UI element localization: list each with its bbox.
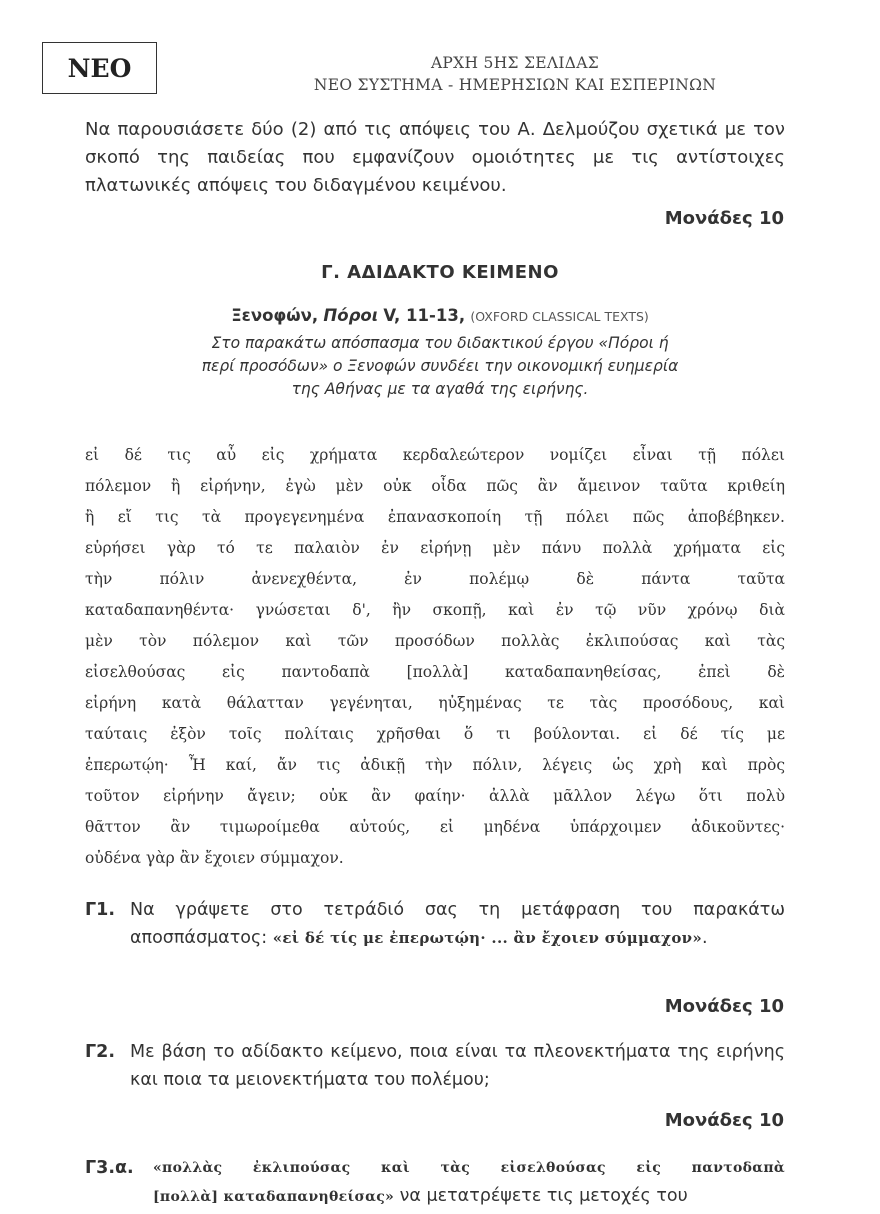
section-title: Γ. ΑΔΙΔΑΚΤΟ ΚΕΙΜΕΝΟ	[321, 262, 559, 283]
greek-line: ταύταις ἐξὸν τοῖς πολίταις χρῆσθαι ὅ τι βούλονται. εἰ δέ τίς με	[85, 725, 785, 743]
page-header	[300, 52, 730, 96]
question-label: Γ2.	[85, 1042, 115, 1062]
header-system: ΝΕΟ ΣΥΣΤΗΜΑ - ΗΜΕΡΗΣΙΩΝ ΚΑΙ ΕΣΠΕΡΙΝΩΝ	[313, 76, 717, 94]
greek-line: τοῦτον εἰρήνην ἄγειν; οὐκ ἂν φαίην· ἀλλὰ μᾶλλον λέγω ὅτι πολὺ	[85, 787, 785, 805]
intro-line: περί προσόδων» ο Ξενοφών συνδέει την οικονομική ευημερία	[201, 357, 679, 375]
intro-line: της Αθήνας με τα αγαθά της ειρήνης.	[291, 380, 589, 398]
neo-system-label: ΝΕΟ	[42, 42, 157, 94]
greek-line: τὴν πόλιν ἀνενεχθέντα, ἐν πολέμῳ δὲ πάντα ταῦτα	[85, 570, 785, 588]
source-edition: (OXFORD CLASSICAL TEXTS)	[470, 309, 649, 324]
source-work: Πόροι	[323, 306, 379, 325]
question-g3a	[85, 1154, 785, 1211]
greek-line: πόλεμον ἢ εἰρήνην, ἐγὼ μὲν οὐκ οἶδα πῶς ἂν ἄμεινον ταῦτα κριθείη	[85, 477, 785, 495]
source-author: Ξενοφών,	[231, 306, 319, 325]
header-page-start: ΑΡΧΗ 5ΗΣ ΣΕΛΙΔΑΣ	[430, 54, 600, 72]
question-quote: «πολλὰς ἐκλιπούσας καὶ τὰς εἰσελθούσας εἰς παντοδαπὰ	[153, 1160, 785, 1176]
question-text: να μετατρέψετε τις μετοχές του	[394, 1186, 688, 1206]
greek-line: ἐπερωτῴη· Ἦ καί, ἄν τις ἀδικῇ τὴν πόλιν, λέγεις ὡς χρὴ καὶ πρὸς	[85, 756, 785, 774]
greek-line: εἰ δέ τις αὖ εἰς χρήματα κερδαλεώτερον νομίζει εἶναι τῇ πόλει	[85, 446, 785, 464]
units-label: Μονάδες 10	[664, 996, 784, 1017]
question-label: Γ3.α.	[85, 1158, 134, 1178]
source-ref: V, 11-13,	[383, 306, 466, 325]
greek-line: οὐδένα γὰρ ἂν ἔχοιεν σύμμαχον.	[85, 849, 344, 867]
question-quote: «εἰ δέ τίς με ἐπερωτῴη· ... ἂν ἔχοιεν σύμμαχον»	[272, 929, 703, 947]
greek-line: εἰρήνη κατὰ θάλατταν γεγένηται, ηὐξημένας τε τὰς προσόδους, καὶ	[85, 694, 785, 712]
greek-line: εὑρήσει γὰρ τό τε παλαιὸν ἐν εἰρήνῃ μὲν πάνυ πολλὰ χρήματα εἰς	[85, 539, 785, 557]
greek-line: μὲν τὸν πόλεμον καὶ τῶν προσόδων πολλὰς ἐκλιπούσας καὶ τὰς	[85, 632, 785, 650]
question-text: Να γράψετε στο τετράδιό σας τη μετάφραση του παρακάτω αποσπάσματος:	[130, 900, 785, 948]
question-g2	[85, 1038, 785, 1094]
greek-line: καταδαπανηθέντα· γνώσεται δ', ἢν σκοπῇ, καὶ ἐν τῷ νῦν χρόνῳ διὰ	[85, 601, 785, 619]
source-citation	[0, 306, 880, 325]
units-label: Μονάδες 10	[664, 208, 784, 229]
greek-line: εἰσελθούσας εἰς παντοδαπὰ [πολλὰ] καταδαπανηθείσας, ἐπεὶ δὲ	[85, 663, 785, 681]
intro-line: Στο παρακάτω απόσπασμα του διδακτικού έργου «Πόροι ή	[211, 334, 669, 352]
question-end: .	[702, 928, 708, 948]
ancient-greek-passage	[85, 440, 785, 874]
greek-line: θᾶττον ἂν τιμωροίμεθα αὐτούς, εἰ μηδένα ὑπάρχοιμεν ἀδικοῦντες·	[85, 818, 785, 836]
intro-question: Να παρουσιάσετε δύο (2) από τις απόψεις του Α. Δελμούζου σχετικά με τον σκοπό της παιδείας που εμφανίζουν ομοιότητες με τις αντίστοιχες πλατωνικές απόψεις του διδαγμένου κειμένου.	[85, 119, 785, 196]
greek-line: ἢ εἴ τις τὰ προγεγενημένα ἐπανασκοποίη τῇ πόλει πῶς ἀποβέβηκεν.	[85, 508, 785, 526]
text-introduction	[110, 332, 770, 401]
question-g1	[85, 896, 785, 952]
question-quote: [πολλὰ] καταδαπανηθείσας»	[153, 1189, 395, 1205]
question-label: Γ1.	[85, 900, 115, 920]
question-text: Με βάση το αδίδακτο κείμενο, ποια είναι τα πλεονεκτήματα της ειρήνης και ποια τα μειονεκτήματα του πολέμου;	[130, 1042, 785, 1090]
units-label: Μονάδες 10	[664, 1110, 784, 1131]
